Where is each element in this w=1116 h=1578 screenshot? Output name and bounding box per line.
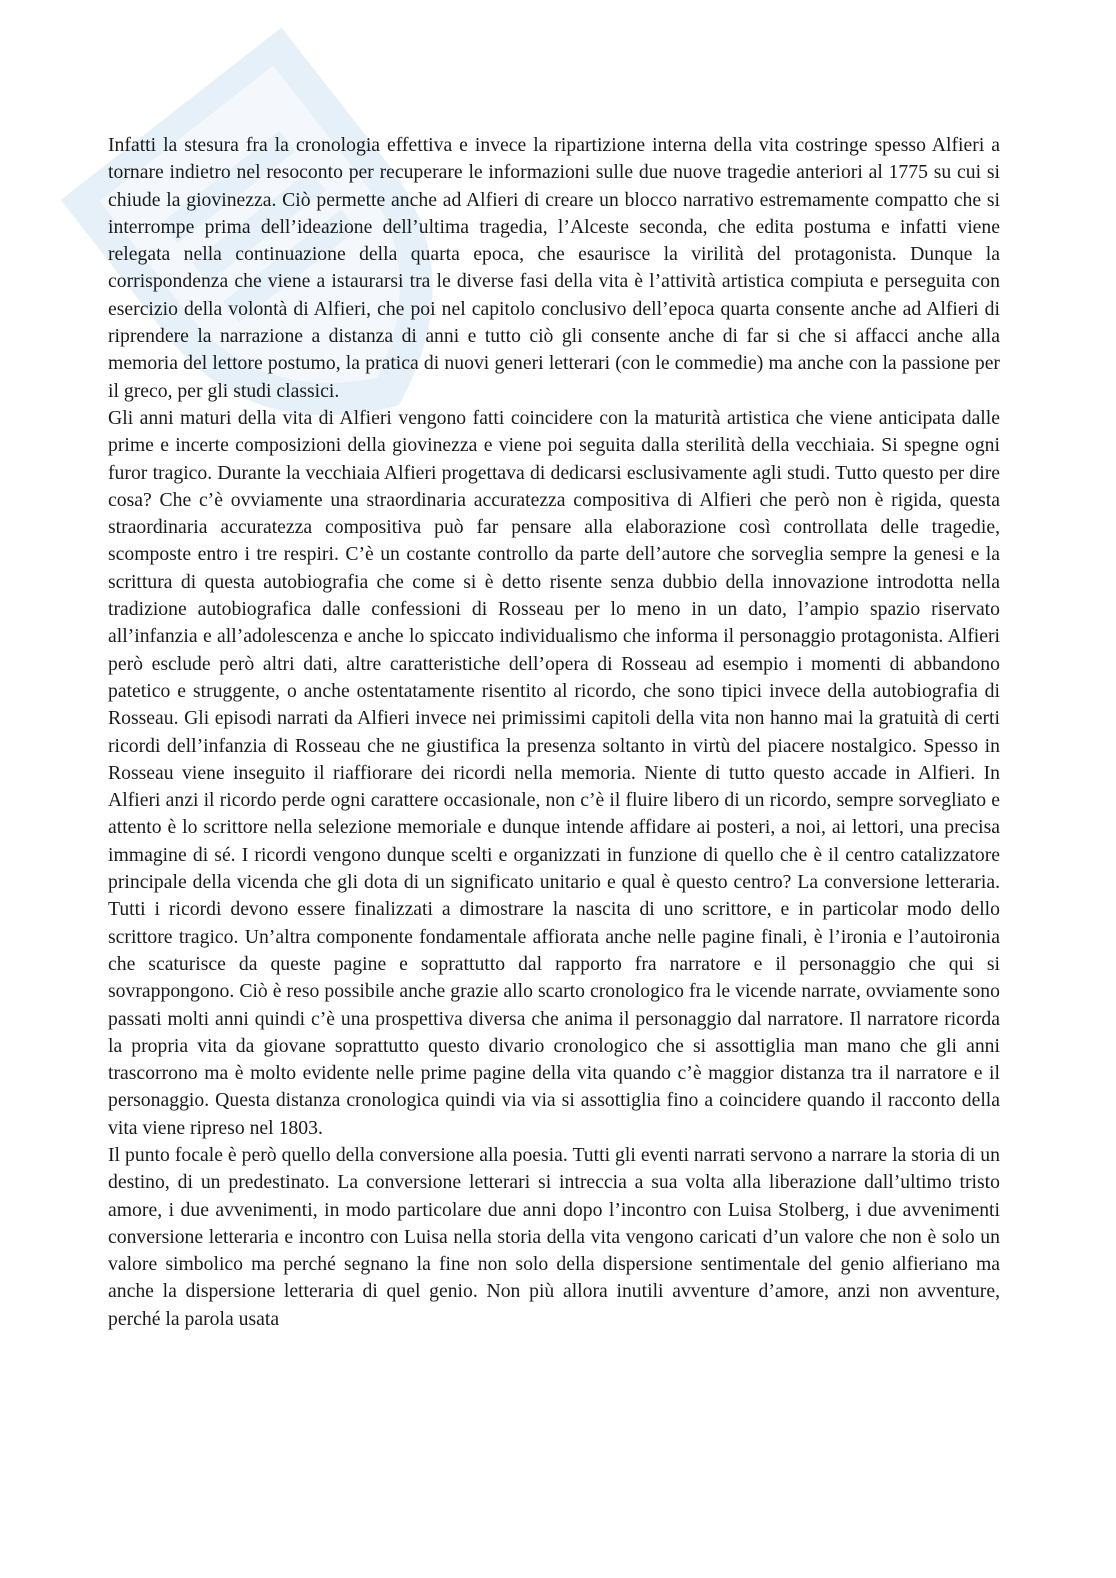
paragraph: Il punto focale è però quello della conversione alla poesia. Tutti gli eventi narrati servono a narrare la storia di un destino, di un predestinato. La conversione letterari si intreccia a sua volta alla liberazione dall’ultimo tristo amore, i due avvenimenti, in modo particolare due anni dopo l’incontro con Luisa Stolberg, i due avvenimenti conversione letteraria e incontro con Luisa nella storia della vita vengono caricati d’un valore che non è solo un valore simbolico ma perché segnano la fine non solo della dispersione sentimentale del genio alfieriano ma anche la dispersione letteraria di quel genio. Non più allora inutili avventure d’amore, anzi non avventure, perché la parola usata bbox=[108, 1143, 1000, 1330]
document-body bbox=[108, 132, 1000, 1333]
paragraph: Gli anni maturi della vita di Alfieri vengono fatti coincidere con la maturità artistica che viene anticipata dalle prime e incerte composizioni della giovinezza e viene poi seguita dalla sterilità della vecchiaia. Si spegne ogni furor tragico. Durante la vecchiaia Alfieri progettava di dedicarsi esclusivamente agli studi. Tutto questo per dire cosa? Che c’è ovviamente una straordinaria accuratezza compositiva di Alfieri che però non è rigida, questa straordinaria accuratezza compositiva può far pensare alla elaborazione così controllata delle tragedie, scomposte entro i tre respiri. C’è un costante controllo da parte dell’autore che sorveglia sempre la genesi e la scrittura di questa autobiografia che come si è detto risente senza dubbio della innovazione introdotta nella tradizione autobiografica dalle confessioni di Rosseau per lo meno in un dato, l’ampio spazio riservato all’infanzia e all’adolescenza e anche lo spiccato individualismo che informa il personaggio protagonista. Alfieri però esclude però altri dati, altre caratteristiche dell’opera di Rosseau ad esempio i momenti di abbandono patetico e struggente, o anche ostentatamente risentito al ricordo, che sono tipici invece della autobiografia di Rosseau. Gli episodi narrati da Alfieri invece nei primissimi capitoli della vita non hanno mai la gratuità di certi ricordi dell’infanzia di Rosseau che ne giustifica la presenza soltanto in virtù del piacere nostalgico. Spesso in Rosseau viene inseguito il riaffiorare dei ricordi nella memoria. Niente di tutto questo accade in Alfieri. In Alfieri anzi il ricordo perde ogni carattere occasionale, non c’è il fluire libero di un ricordo, sempre sorvegliato e attento è lo scrittore nella selezione memoriale e dunque intende affidare ai posteri, a noi, ai lettori, una precisa immagine di sé. I ricordi vengono dunque scelti e organizzati in funzione di quello che è il centro catalizzatore principale della vicenda che gli dota di un significato unitario e qual è questo centro? La conversione letteraria. Tutti i ricordi devono essere finalizzati a dimostrare la nascita di uno scrittore, e in particolar modo dello scrittore tragico. Un’altra componente fondamentale affiorata anche nelle pagine finali, è l’ironia e l’autoironia che scaturisce da queste pagine e soprattutto dal rapporto fra narratore e il personaggio che qui si sovrappongono. Ciò è reso possibile anche grazie allo scarto cronologico fra le vicende narrate, ovviamente sono passati molti anni quindi c’è una prospettiva diversa che anima il personaggio dal narratore. Il narratore ricorda la propria vita da giovane soprattutto questo divario cronologico che si assottiglia man mano che gli anni trascorrono ma è molto evidente nelle prime pagine della vita quando c’è maggior distanza tra il narratore e il personaggio. Questa distanza cronologica quindi via via si assottiglia fino a coincidere quando il racconto della vita viene ripreso nel 1803. bbox=[108, 406, 1000, 1139]
paragraph: Infatti la stesura fra la cronologia effettiva e invece la ripartizione interna della vita costringe spesso Alfieri a tornare indietro nel resoconto per recuperare le informazioni sulle due nuove tragedie anteriori al 1775 su cui si chiude la giovinezza. Ciò permette anche ad Alfieri di creare un blocco narrativo estremamente compatto che si interrompe prima dell’ideazione dell’ultima tragedia, l’Alceste seconda, che edita postuma e infatti viene relegata nella continuazione della quarta epoca, che esaurisce la virilità del protagonista. Dunque la corrispondenza che viene a istaurarsi tra le diverse fasi della vita è l’attività artistica compiuta e perseguita con esercizio della volontà di Alfieri, che poi nel capitolo conclusivo dell’epoca quarta consente anche ad Alfieri di riprendere la narrazione a distanza di anni e tutto ciò gli consente anche di far si che si affacci anche alla memoria del lettore postumo, la pratica di nuovi generi letterari (con le commedie) ma anche con la passione per il greco, per gli studi classici. bbox=[108, 134, 1000, 402]
